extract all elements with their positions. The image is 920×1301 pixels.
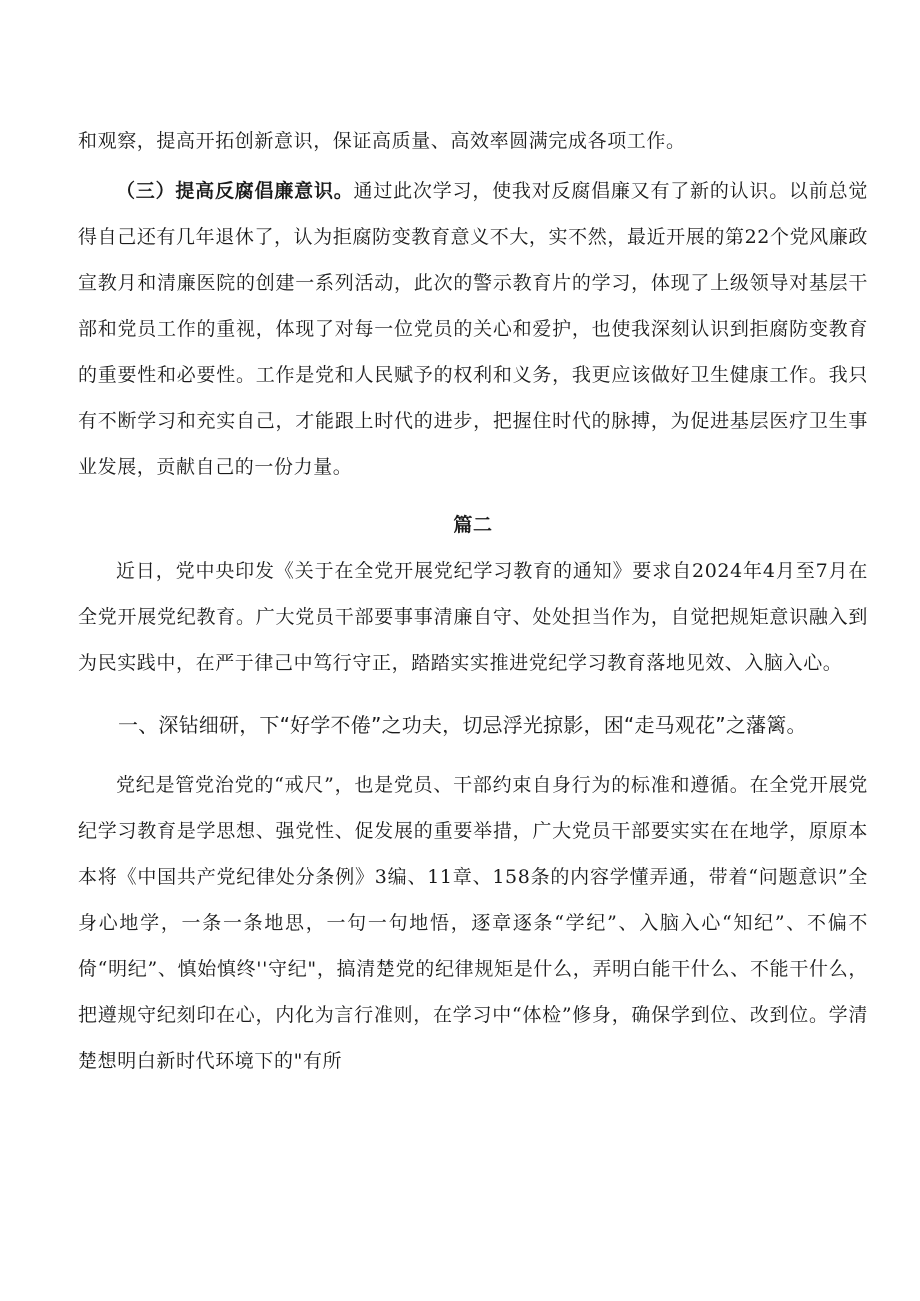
section-heading <box>78 702 868 748</box>
paragraph-text: 党纪是管党治党的“戒尺”，也是党员、干部约束自身行为的标准和遵循。在全党开展党纪学习教育是学思想、强党性、促发展的重要举措，广大党员干部要实实在在地学，原原本本将《中国共产党纪律处分条例》3编、11章、158条的内容学懂弄通，带着“问题意识”全身心地学，一条一条地思，一句一句地悟，逐章逐条“学纪”、入脑入心“知纪”、不偏不倚“明纪”、慎始慎终''守纪"，搞清楚党的纪律规矩是什么，弄明白能干什么、不能干什么，把遵规守纪刻印在心，内化为言行准则，在学习中“体检”修身，确保学到位、改到位。学清楚想明白新时代环境下的"有所 <box>78 774 868 1072</box>
heading-text: 一、深钻细研，下“好学不倦”之功夫，切忌浮光掠影，困“走马观花”之藩篱。 <box>118 713 807 737</box>
paragraph-lead-bold: （三）提高反腐倡廉意识。 <box>116 180 354 202</box>
paragraph-text: 近日，党中央印发《关于在全党开展党纪学习教育的通知》要求自2024年4月至7月在全党开展党纪教育。广大党员干部要事事清廉自守、处处担当作为，自觉把规矩意识融入到为民实践中，在严于律己中笃行守正，踏踏实实推进党纪学习教育落地见效、入脑入心。 <box>78 560 868 674</box>
section-title: 篇二 <box>453 514 493 536</box>
paragraph-intro <box>78 548 868 686</box>
paragraph-text: 和观察，提高开拓创新意识，保证高质量、高效率圆满完成各项工作。 <box>78 130 686 152</box>
paragraph-text: 通过此次学习，使我对反腐倡廉又有了新的认识。以前总觉得自己还有几年退休了，认为拒腐防变教育意义不大，实不然，最近开展的第22个党风廉政宣教月和清廉医院的创建一系列活动，此次的警示教育片的学习，体现了上级领导对基层干部和党员工作的重视，体现了对每一位党员的关心和爱护，也使我深刻认识到拒腐防变教育的重要性和必要性。工作是党和人民赋予的权利和义务，我更应该做好卫生健康工作。我只有不断学习和充实自己，才能跟上时代的进步，把握住时代的脉搏，为促进基层医疗卫生事业发展，贡献自己的一份力量。 <box>78 180 869 478</box>
paragraph-anti-corruption <box>78 168 868 490</box>
paragraph-discipline <box>78 762 868 1084</box>
paragraph-continuation <box>78 118 868 164</box>
